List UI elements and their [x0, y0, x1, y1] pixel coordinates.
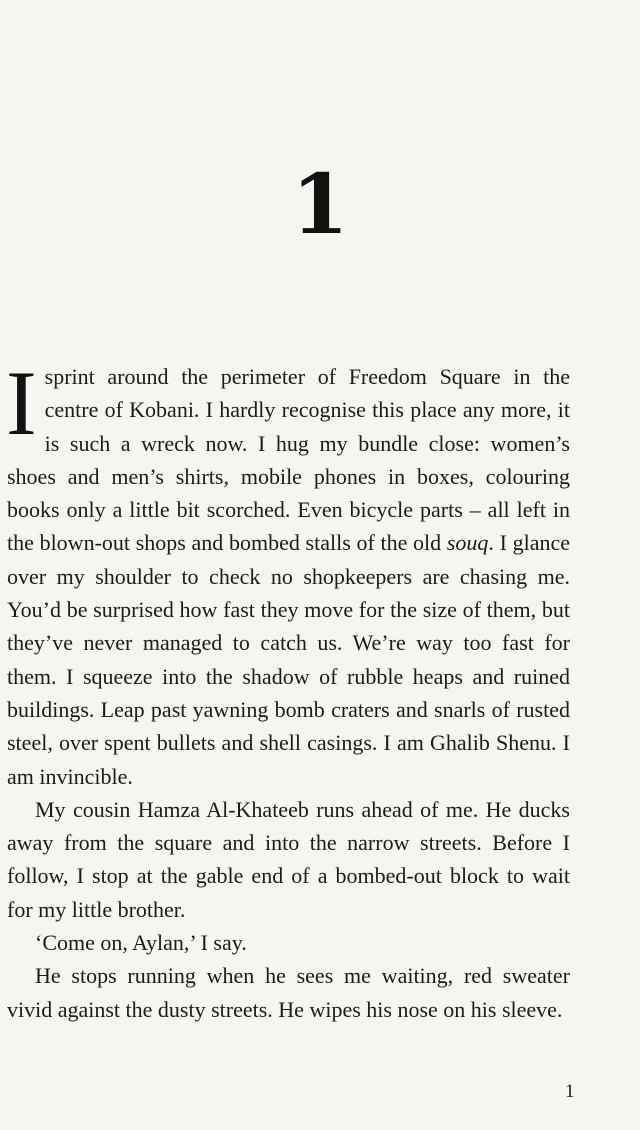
paragraph-1-text-after: . I glance over my shoulder to check no shopkeepers are chasing me. You’d be surprised how fast they move for the size of them, but they’ve never managed to catch us. We’re way too fast for them. I squeeze into the shadow of rubble heaps and ruined buildings. Leap past yawning bomb craters and snarls of rusted steel, over spent bullets and shell casings. I am Ghalib Shenu. I am invincible. [7, 530, 571, 789]
page-number: 1 [565, 1081, 575, 1102]
paragraph-3: ‘Come on, Aylan,’ I say. [35, 930, 247, 956]
paragraph-1-text: sprint around the perimeter of Freedom Square in the centre of Kobani. I hardly recognise this place any more, it is such a wreck now. I hug my bundle close: women’s shoes and men’s shirts, mobile phones in boxes, colouring books only a little bit scorched. Even bicycle parts – all left in the blown-out shops and bombed stalls of the old [7, 364, 570, 556]
paragraph-2: My cousin Hamza Al-Khateeb runs ahead of me. He ducks away from the square and into the narrow streets. Before I follow, I stop at the gable end of a bombed-out block to wait for my little brother. [7, 796, 570, 922]
paragraph-1 [6, 352, 571, 793]
chapter-body [6, 352, 571, 1026]
drop-cap: I [6, 352, 37, 454]
paragraph-4: He stops running when he sees me waiting, red sweater vivid against the dusty streets. He wipes his nose on his sleeve. [7, 963, 570, 1022]
italic-word: souq [446, 530, 489, 556]
chapter-number: 1 [291, 157, 349, 253]
